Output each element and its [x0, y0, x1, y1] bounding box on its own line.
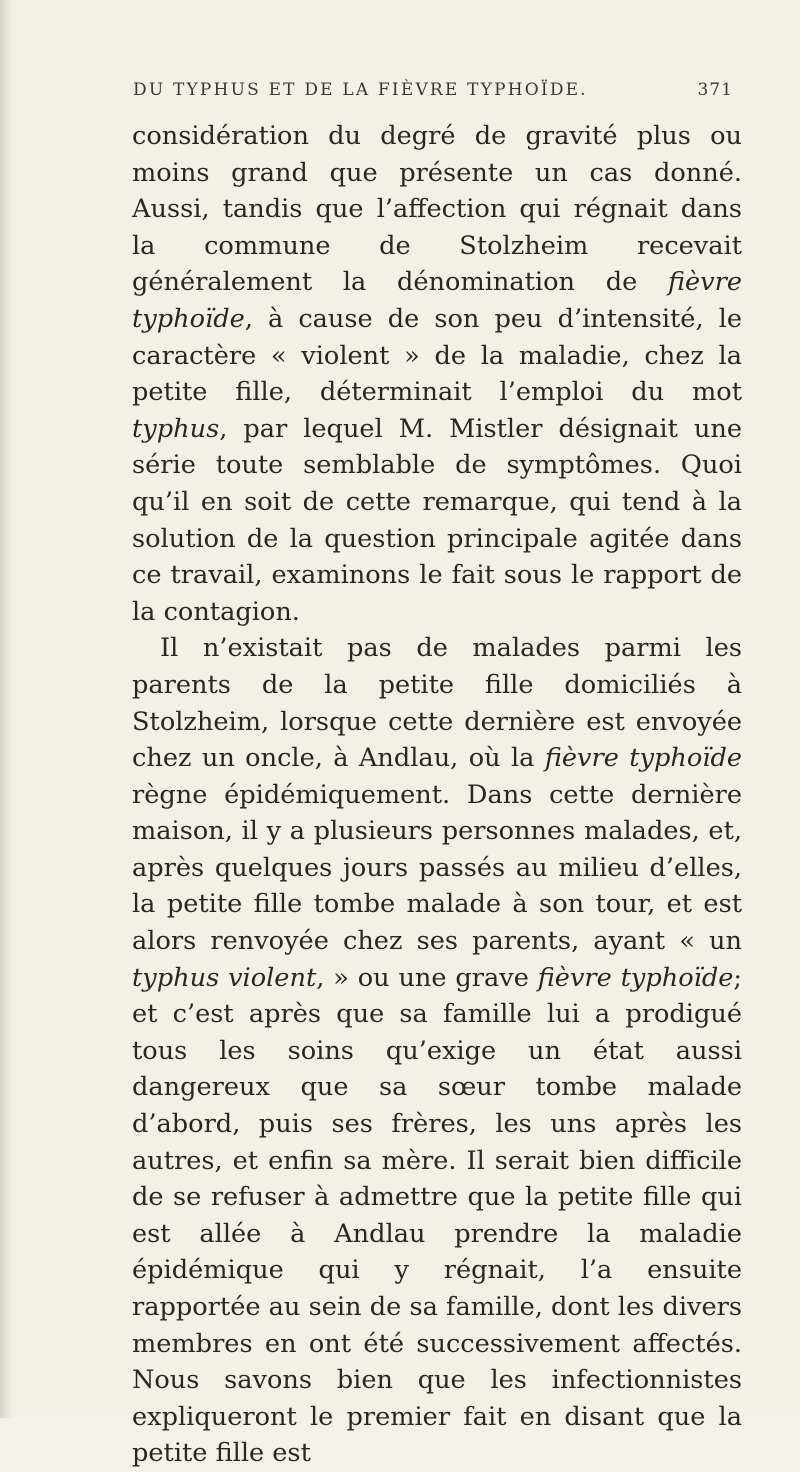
- text-run: Il n’existait pas de malades parmi les parents de la petite fille domiciliés à Stolzheim, lorsque cette dernière est envoyée chez un oncle, à Andlau, où la: [132, 633, 742, 774]
- body-text: [132, 118, 742, 1472]
- running-header: [133, 80, 733, 100]
- text-run: ; et c’est après que sa famille lui a prodigué tous les soins qu’exige un état aussi dangereux que sa sœur tombe malade d’abord, puis ses frères, les uns après les autres, et enfin sa mère. Il serait bien difficile de se refuser à admettre que la petite fille qui est allée à Andlau prendre la maladie épidémique qui y régnait, l’a ensuite rapportée au sein de sa famille, dont les divers membres en ont été successivement affectés. Nous savons bien que les infectionnistes expliqueront le premier fait en disant que la petite fille est: [132, 962, 742, 1469]
- italic-run: fièvre typhoïde: [544, 743, 742, 774]
- paragraph-2: [132, 630, 742, 1472]
- running-title: DU TYPHUS ET DE LA FIÈVRE TYPHOÏDE.: [133, 80, 588, 100]
- page-gutter-shadow: [0, 0, 14, 1418]
- text-run: , par lequel M. Mistler désignait une série toute semblable de symptômes. Quoi qu’il en soit de cette remarque, qui tend à la solution de la question principale agitée dans ce travail, examinons le fait sous le rapport de la contagion.: [132, 413, 742, 627]
- text-run: règne épidémiquement. Dans cette dernière maison, il y a plusieurs personnes malades, et, après quelques jours passés au milieu d’elles, la petite fille tombe malade à son tour, et est alors renvoyée chez ses parents, ayant « un: [132, 779, 742, 957]
- italic-run: fièvre typhoïde: [537, 962, 734, 993]
- text-run: considération du degré de gravité plus ou moins grand que présente un cas donné. Aussi, tandis que l’affection qui régnait dans la commune de Stolzheim recevait généralement la dénomination de: [132, 121, 742, 298]
- paragraph-1: [132, 118, 742, 630]
- italic-run: typhus violent: [132, 962, 317, 993]
- text-run: , à cause de son peu d’intensité, le caractère « violent » de la maladie, chez la petite fille, déterminait l’emploi du mot: [132, 303, 742, 408]
- page-number: 371: [697, 80, 733, 100]
- text-run: , » ou une grave: [316, 962, 538, 993]
- italic-run: fièvre typhoïde: [132, 267, 742, 334]
- italic-run: typhus: [132, 413, 220, 444]
